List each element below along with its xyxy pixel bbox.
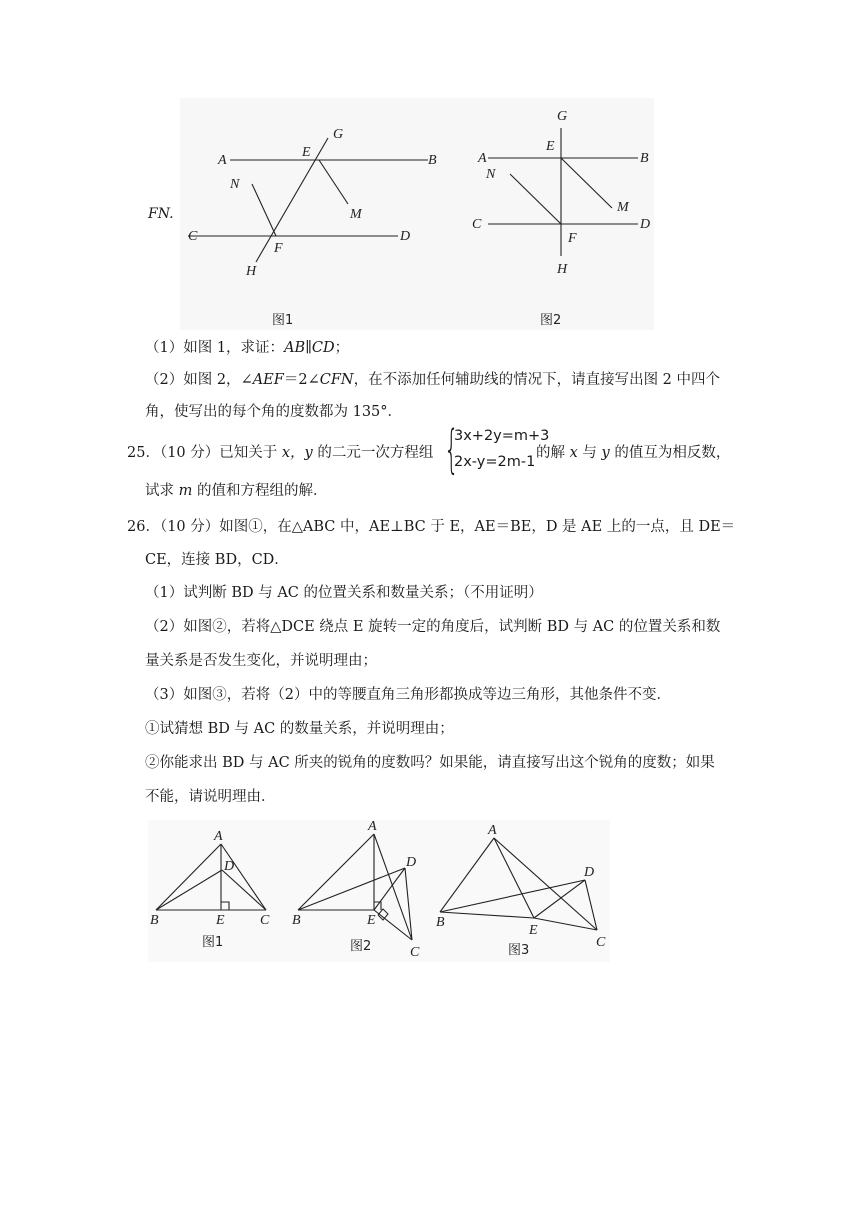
- fn-label: FN.: [148, 206, 174, 222]
- svg-text:N: N: [486, 167, 496, 182]
- q24-part2-line2: 角，使写出的每个角的度数都为 135°．: [145, 404, 403, 420]
- svg-text:B: B: [640, 151, 649, 166]
- q26-line1-text: （10 分）如图①，在△ABC 中，AE⊥BC 于 E，AE＝BE，D 是 AE 上的一点，且 DE＝: [159, 519, 736, 535]
- q26-sub2-line1: （2）如图②，若将△DCE 绕点 E 旋转一定的角度后，试判断 BD 与 AC 的位置关系和数: [145, 619, 721, 635]
- svg-text:E: E: [367, 913, 376, 928]
- svg-text:A: A: [478, 151, 487, 166]
- svg-text:E: E: [546, 139, 555, 154]
- svg-text:C: C: [260, 913, 270, 928]
- svg-text:B: B: [428, 153, 437, 168]
- svg-text:N: N: [230, 177, 240, 192]
- parallel-lines-diagram: [180, 98, 654, 330]
- q24-part2-angle1: ∠AEF: [240, 372, 284, 388]
- svg-text:A: A: [368, 820, 377, 834]
- svg-text:C: C: [472, 217, 482, 232]
- q25-line2-m: m: [178, 483, 193, 499]
- svg-text:A: A: [218, 153, 227, 168]
- q25-vars: x，y: [281, 445, 313, 461]
- q24-part2-b: ＝2: [283, 372, 308, 388]
- svg-text:G: G: [557, 109, 568, 124]
- svg-text:F: F: [568, 231, 577, 246]
- svg-text:D: D: [640, 217, 651, 232]
- svg-text:D: D: [400, 229, 411, 244]
- q26-sub3-2-line1: ②你能求出 BD 与 AC 所夹的锐角的度数吗？如果能，请直接写出这个锐角的度数；如果: [145, 755, 715, 771]
- svg-text:B: B: [436, 915, 445, 930]
- svg-text:A: A: [214, 829, 223, 844]
- svg-text:D: D: [224, 859, 235, 874]
- q26-line1: [127, 517, 735, 537]
- q25-score: （10 分）已知关于: [159, 445, 282, 461]
- q24-part1-suffix: ；: [334, 340, 350, 356]
- svg-text:H: H: [246, 264, 257, 279]
- tri-fig1-caption: 图1: [202, 935, 224, 950]
- triangle-fig-3: [440, 838, 597, 930]
- q26-sub1: （1）试判断 BD 与 AC 的位置关系和数量关系；（不用证明）: [145, 585, 543, 601]
- q26-sub3-2-line2: 不能，请说明理由．: [145, 789, 276, 805]
- q26-number: 26．: [127, 519, 160, 535]
- svg-text:E: E: [302, 145, 311, 160]
- svg-text:M: M: [350, 207, 362, 222]
- line-gh-1: [256, 138, 328, 262]
- ray-fn-1: [252, 184, 276, 236]
- triangle-diagrams: [148, 820, 610, 962]
- figure-top: [180, 98, 654, 330]
- q25-tail-x: x: [569, 445, 578, 461]
- svg-text:B: B: [292, 913, 301, 928]
- q25-line2: [145, 481, 327, 501]
- q25-number: 25．: [127, 445, 160, 461]
- q24-part1-text: （1）如图 1，求证：: [145, 340, 285, 356]
- fig1-caption: 图1: [272, 313, 294, 328]
- svg-text:D: D: [406, 855, 417, 870]
- svg-text:E: E: [216, 913, 225, 928]
- ray-fn-2: [510, 174, 561, 224]
- q24-part2-a: （2）如图 2，: [145, 372, 241, 388]
- ray-em-2: [561, 158, 612, 208]
- svg-text:H: H: [557, 262, 568, 277]
- q25-line2-a: 试求: [145, 483, 179, 499]
- q25-tail-b: 与: [577, 445, 602, 461]
- brace-icon: {: [444, 420, 459, 480]
- q24-part2-angle2: ∠CFN: [307, 372, 354, 388]
- q26-sub3: （3）如图③，若将（2）中的等腰直角三角形都换成等边三角形，其他条件不变．: [145, 687, 671, 703]
- triangle-fig-1: [156, 844, 266, 910]
- svg-text:C: C: [410, 945, 420, 960]
- equation-1: 3x+2y=m+3: [454, 428, 550, 444]
- q25-tail-a: 的解: [536, 445, 570, 461]
- q26-sub2-line2: 量关系是否发生变化，并说明理由；: [145, 653, 377, 669]
- svg-text:D: D: [584, 865, 595, 880]
- q24-part1-math: AB∥CD: [284, 340, 335, 356]
- q26-line2: CE，连接 BD，CD．: [145, 552, 289, 568]
- equation-2: 2x-y=2m-1: [454, 454, 536, 470]
- svg-text:E: E: [529, 923, 538, 938]
- figure-bottom: [148, 820, 610, 962]
- q24-part1: [145, 338, 349, 358]
- tri-fig2-caption: 图2: [350, 939, 372, 954]
- q25-tail-y: y: [601, 445, 610, 461]
- q24-part2-line1: [145, 370, 720, 390]
- q25-tail-c: 的值互为相反数，: [609, 445, 731, 461]
- fig2-caption: 图2: [540, 313, 562, 328]
- equation-system: [444, 420, 550, 480]
- svg-text:F: F: [274, 241, 283, 256]
- q25-mid: 的二元一次方程组: [312, 445, 434, 461]
- q26-sub3-1: ①试猜想 BD 与 AC 的数量关系，并说明理由；: [145, 721, 454, 737]
- svg-text:A: A: [488, 823, 497, 838]
- triangle-fig-2-labels: [292, 820, 420, 960]
- triangle-fig-3-labels: [436, 823, 606, 958]
- svg-text:C: C: [188, 229, 198, 244]
- tri-fig3-caption: 图3: [508, 943, 530, 958]
- q25-line2-b: 的值和方程组的解．: [192, 483, 328, 499]
- svg-text:M: M: [617, 200, 629, 215]
- svg-text:G: G: [333, 127, 344, 142]
- triangle-fig-2: [298, 834, 412, 940]
- svg-text:B: B: [150, 913, 159, 928]
- figure-2: [488, 128, 638, 256]
- q25-line1: [127, 443, 433, 463]
- figure-1-labels: [188, 127, 437, 328]
- ray-em-1: [319, 160, 348, 204]
- svg-text:C: C: [596, 935, 606, 950]
- q24-part2-c: ，在不添加任何辅助线的情况下，请直接写出图 2 中四个: [353, 372, 721, 388]
- q25-line1-tail: [536, 443, 730, 463]
